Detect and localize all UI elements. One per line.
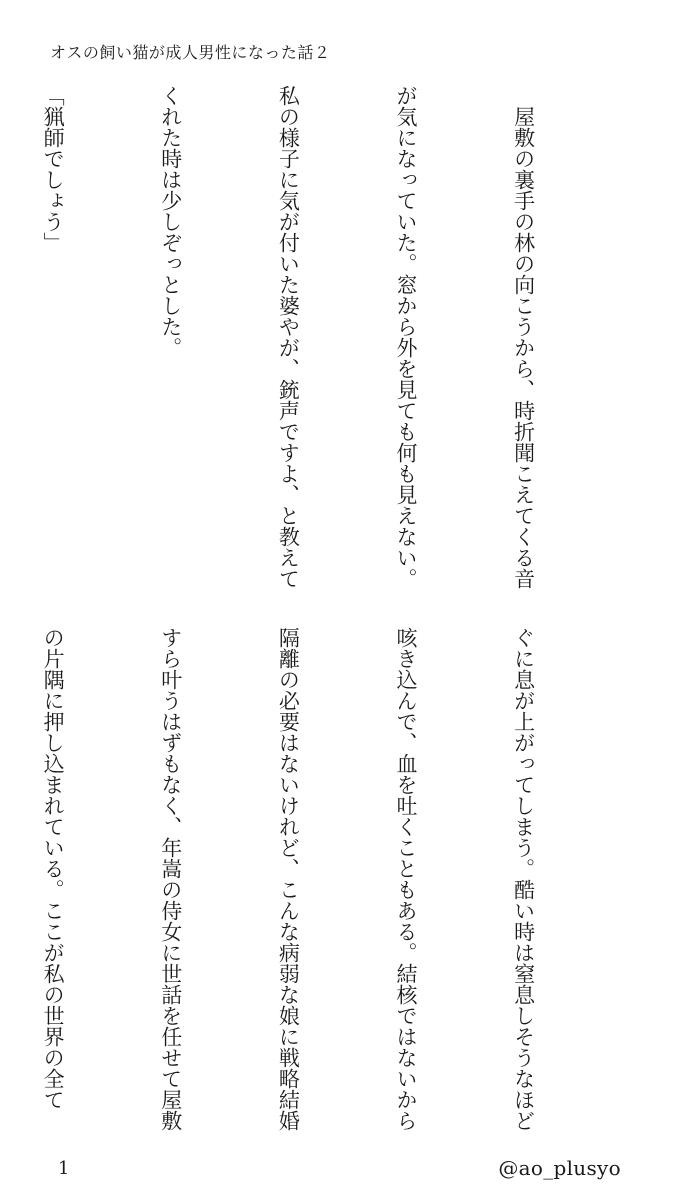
text-line: くれた時は少しぞっとした。 [158, 85, 183, 358]
text-line: が気になっていた。窓から外を見ても何も見えない。 [393, 85, 418, 589]
author-handle: @ao_plusyo [498, 1156, 621, 1180]
text-block-top [0, 85, 621, 605]
page-number: 1 [58, 1158, 70, 1179]
text-line: 屋敷の裏手の林の向こうから、時折聞こえてくる音 [511, 85, 536, 589]
text-line: すら叶うはずもなく、年嵩の侍女に世話を任せて屋敷 [158, 627, 183, 1131]
text-line: 隔離の必要はないけれど、こんな病弱な娘に戦略結婚 [276, 627, 301, 1131]
text-line: 咳き込んで、血を吐くこともある。結核ではないから [393, 627, 418, 1131]
page-title: オスの飼い猫が成人男性になった話２ [50, 43, 331, 62]
text-line: ぐに息が上がってしまう。酷い時は窒息しそうなほど [511, 627, 536, 1131]
text-block-bottom [0, 627, 621, 1142]
text-line: 私の様子に気が付いた婆やが、銃声ですよ、と教えて [276, 85, 301, 589]
text-line: 「猟師でしょう」 [41, 85, 66, 253]
text-line: の片隅に押し込まれている。ここが私の世界の全て [41, 627, 66, 1110]
